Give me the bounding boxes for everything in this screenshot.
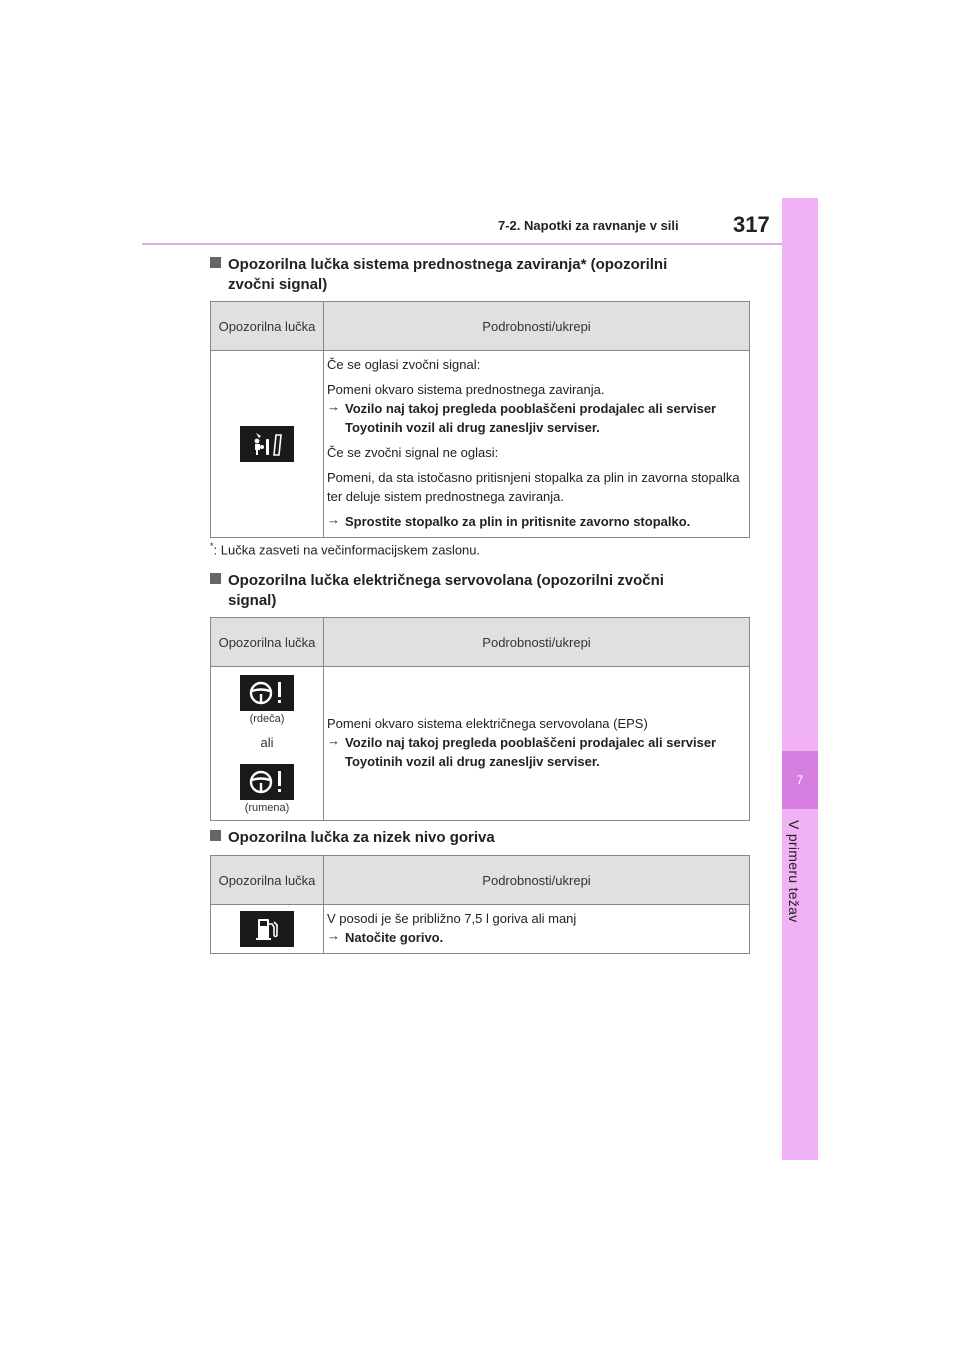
section-title: 7-2. Napotki za ravnanje v sili xyxy=(498,218,679,233)
details-cell: Če se oglasi zvočni signal: Pomeni okvaro sistema prednostnega zaviranja. → Vozilo naj takoj pregleda pooblaščeni prodajalec ali serviser Toyotinih vozil ali drug zanesljiv serviser. Če se zvočni signal ne oglasi: Pomeni, da sta istočasno pritisnjeni stopalka za plin in zavorna stopalka ter deluje sistem prednostnega zaviranja. → Sprostite stopalko za plin in pritisnite zavorno stopalko. xyxy=(324,351,750,538)
brake-override-table xyxy=(210,301,750,538)
details-cell: V posodi je še približno 7,5 l goriva ali manj → Natočite gorivo. xyxy=(324,905,750,954)
header-details: Podrobnosti/ukrepi xyxy=(324,856,750,905)
table-row xyxy=(211,351,750,538)
table-row xyxy=(211,905,750,954)
square-bullet-icon xyxy=(210,257,221,268)
caption-yellow: (rumena) xyxy=(244,802,290,814)
table-header-row xyxy=(211,856,750,905)
header-divider xyxy=(142,243,782,245)
brake-override-warning-icon xyxy=(240,426,294,462)
header-details: Podrobnosti/ukrepi xyxy=(324,302,750,351)
section-heading-brake-override: Opozorilna lučka sistema prednostnega zaviranja* (opozorilni zvočni signal) xyxy=(210,255,667,295)
square-bullet-icon xyxy=(210,573,221,584)
details-cell: Pomeni okvaro sistema električnega servovolana (EPS) → Vozilo naj takoj pregleda pooblaščeni prodajalec ali serviser Toyotinih vozil ali drug zanesljiv serviser. xyxy=(324,667,750,821)
header-warning-light: Opozorilna lučka xyxy=(211,856,324,905)
header-details: Podrobnosti/ukrepi xyxy=(324,618,750,667)
or-label: ali xyxy=(260,735,274,750)
table-row xyxy=(211,667,750,821)
header-warning-light: Opozorilna lučka xyxy=(211,618,324,667)
table-header-row xyxy=(211,618,750,667)
header-warning-light: Opozorilna lučka xyxy=(211,302,324,351)
power-steering-table xyxy=(210,617,750,821)
chapter-number-box: 7 xyxy=(782,751,818,809)
fuel-pump-icon xyxy=(240,911,294,947)
footnote: *: Lučka zasveti na večinformacijskem zaslonu. xyxy=(210,541,481,558)
section-heading-power-steering: Opozorilna lučka električnega servovolana (opozorilni zvočni signal) xyxy=(210,571,664,611)
low-fuel-table xyxy=(210,855,750,954)
icon-cell xyxy=(211,667,324,821)
steering-warning-icon-yellow xyxy=(240,764,294,800)
page-number: 317 xyxy=(733,212,770,237)
icon-cell xyxy=(211,905,324,954)
section-heading-low-fuel: Opozorilna lučka za nizek nivo goriva xyxy=(210,828,495,848)
table-header-row xyxy=(211,302,750,351)
square-bullet-icon xyxy=(210,830,221,841)
chapter-title: V primeru težav xyxy=(786,820,802,923)
icon-cell xyxy=(211,351,324,538)
steering-warning-icon-red xyxy=(240,675,294,711)
chapter-side-tab xyxy=(782,198,818,1160)
caption-red: (rdeča) xyxy=(249,713,285,725)
